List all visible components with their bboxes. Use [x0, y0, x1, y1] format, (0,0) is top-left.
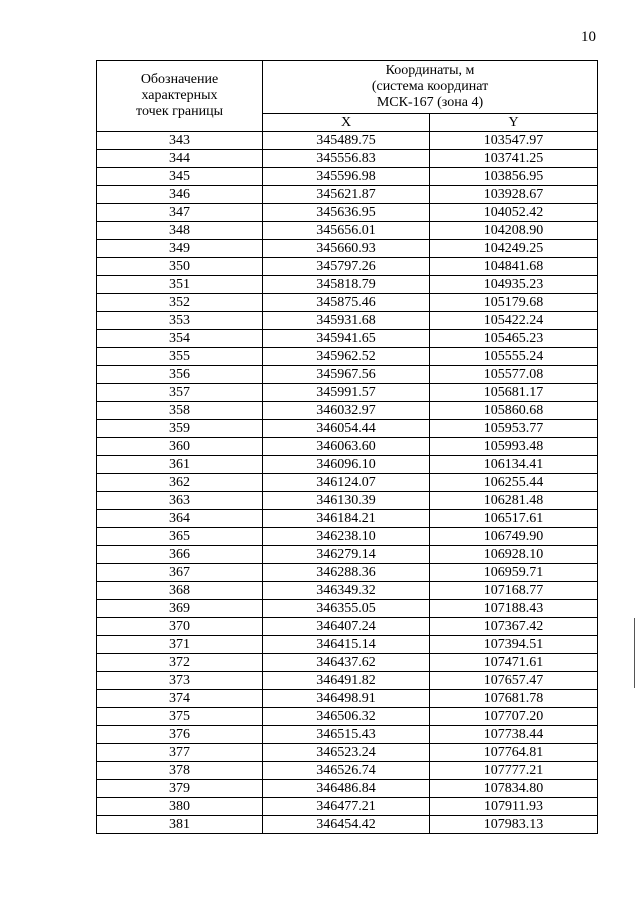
x-coordinate-cell: 345656.01: [263, 222, 430, 240]
table-row: [97, 528, 598, 546]
y-coordinate-cell: 103741.25: [430, 150, 598, 168]
x-coordinate-cell: 345967.56: [263, 366, 430, 384]
y-coordinate-cell: 107367.42: [430, 618, 598, 636]
table-row: [97, 366, 598, 384]
table-row: [97, 564, 598, 582]
point-number-cell: 380: [97, 798, 263, 816]
y-coordinate-cell: 103928.67: [430, 186, 598, 204]
point-number-cell: 347: [97, 204, 263, 222]
table-row: [97, 186, 598, 204]
point-number-cell: 364: [97, 510, 263, 528]
y-coordinate-cell: 107707.20: [430, 708, 598, 726]
y-coordinate-cell: 104052.42: [430, 204, 598, 222]
point-number-cell: 352: [97, 294, 263, 312]
x-coordinate-cell: 346355.05: [263, 600, 430, 618]
y-coordinate-cell: 105681.17: [430, 384, 598, 402]
table-row: [97, 330, 598, 348]
point-number-cell: 374: [97, 690, 263, 708]
x-coordinate-cell: 346184.21: [263, 510, 430, 528]
x-coordinate-cell: 346238.10: [263, 528, 430, 546]
x-coordinate-cell: 346096.10: [263, 456, 430, 474]
x-coordinate-cell: 346454.42: [263, 816, 430, 834]
point-number-cell: 367: [97, 564, 263, 582]
point-number-cell: 354: [97, 330, 263, 348]
point-number-cell: 346: [97, 186, 263, 204]
table-row: [97, 384, 598, 402]
y-column-header: Y: [430, 114, 598, 132]
x-coordinate-cell: 346477.21: [263, 798, 430, 816]
table-row: [97, 438, 598, 456]
x-coordinate-cell: 345941.65: [263, 330, 430, 348]
x-coordinate-cell: 346349.32: [263, 582, 430, 600]
table-row: [97, 654, 598, 672]
point-number-cell: 368: [97, 582, 263, 600]
table-row: [97, 204, 598, 222]
y-coordinate-cell: 107911.93: [430, 798, 598, 816]
point-number-cell: 360: [97, 438, 263, 456]
point-number-cell: 345: [97, 168, 263, 186]
x-coordinate-cell: 346054.44: [263, 420, 430, 438]
x-coordinate-cell: 345636.95: [263, 204, 430, 222]
y-coordinate-cell: 107764.81: [430, 744, 598, 762]
point-number-cell: 376: [97, 726, 263, 744]
y-coordinate-cell: 104249.25: [430, 240, 598, 258]
table-row: [97, 258, 598, 276]
y-coordinate-cell: 105860.68: [430, 402, 598, 420]
y-coordinate-cell: 107657.47: [430, 672, 598, 690]
y-coordinate-cell: 106749.90: [430, 528, 598, 546]
x-coordinate-cell: 345875.46: [263, 294, 430, 312]
point-number-cell: 349: [97, 240, 263, 258]
table-row: [97, 420, 598, 438]
point-number-cell: 361: [97, 456, 263, 474]
x-coordinate-cell: 346523.24: [263, 744, 430, 762]
table-row: [97, 708, 598, 726]
table-row: [97, 816, 598, 834]
x-coordinate-cell: 345489.75: [263, 132, 430, 150]
point-number-cell: 363: [97, 492, 263, 510]
y-coordinate-cell: 107834.80: [430, 780, 598, 798]
x-coordinate-cell: 346124.07: [263, 474, 430, 492]
point-number-cell: 356: [97, 366, 263, 384]
table-row: [97, 672, 598, 690]
table-row: [97, 222, 598, 240]
point-label-header-line: Обозначение: [140, 72, 219, 87]
x-coordinate-cell: 346130.39: [263, 492, 430, 510]
x-coordinate-cell: 345818.79: [263, 276, 430, 294]
y-coordinate-cell: 104935.23: [430, 276, 598, 294]
point-number-cell: 359: [97, 420, 263, 438]
y-coordinate-cell: 105555.24: [430, 348, 598, 366]
y-coordinate-cell: 106134.41: [430, 456, 598, 474]
point-number-cell: 371: [97, 636, 263, 654]
table-row: [97, 510, 598, 528]
table-row: [97, 456, 598, 474]
x-coordinate-cell: 345621.87: [263, 186, 430, 204]
point-number-cell: 357: [97, 384, 263, 402]
coordinates-header-line: (система координат: [371, 79, 489, 94]
x-coordinate-cell: 346407.24: [263, 618, 430, 636]
x-coordinate-cell: 345991.57: [263, 384, 430, 402]
point-number-cell: 378: [97, 762, 263, 780]
table-row: [97, 312, 598, 330]
table-row: [97, 726, 598, 744]
x-coordinate-cell: 346498.91: [263, 690, 430, 708]
table-row: [97, 348, 598, 366]
coordinates-header-line: МСК-167 (зона 4): [376, 95, 484, 110]
table-row: [97, 780, 598, 798]
x-coordinate-cell: 346415.14: [263, 636, 430, 654]
table-row: [97, 546, 598, 564]
x-coordinate-cell: 345797.26: [263, 258, 430, 276]
y-coordinate-cell: 106255.44: [430, 474, 598, 492]
x-coordinate-cell: 345931.68: [263, 312, 430, 330]
y-coordinate-cell: 107777.21: [430, 762, 598, 780]
point-number-cell: 379: [97, 780, 263, 798]
x-coordinate-cell: 346288.36: [263, 564, 430, 582]
point-number-cell: 351: [97, 276, 263, 294]
edge-mark: [634, 618, 635, 688]
x-coordinate-cell: 346515.43: [263, 726, 430, 744]
point-number-cell: 375: [97, 708, 263, 726]
table-row: [97, 744, 598, 762]
point-number-cell: 381: [97, 816, 263, 834]
table-row: [97, 276, 598, 294]
coordinates-group-header: [263, 61, 598, 114]
coordinates-rows: [97, 132, 598, 834]
point-number-cell: 365: [97, 528, 263, 546]
table-row: [97, 618, 598, 636]
table-row: [97, 150, 598, 168]
y-coordinate-cell: 106959.71: [430, 564, 598, 582]
y-coordinate-cell: 105993.48: [430, 438, 598, 456]
y-coordinate-cell: 103856.95: [430, 168, 598, 186]
x-column-header: X: [263, 114, 430, 132]
x-coordinate-cell: 346526.74: [263, 762, 430, 780]
point-label-header-line: точек границы: [136, 104, 223, 119]
y-coordinate-cell: 107188.43: [430, 600, 598, 618]
y-coordinate-cell: 105577.08: [430, 366, 598, 384]
x-coordinate-cell: 345660.93: [263, 240, 430, 258]
y-coordinate-cell: 107394.51: [430, 636, 598, 654]
y-coordinate-cell: 107471.61: [430, 654, 598, 672]
point-number-cell: 369: [97, 600, 263, 618]
table-row: [97, 474, 598, 492]
x-coordinate-cell: 346437.62: [263, 654, 430, 672]
y-coordinate-cell: 105953.77: [430, 420, 598, 438]
y-coordinate-cell: 105465.23: [430, 330, 598, 348]
point-label-header-line: характерных: [141, 88, 218, 103]
x-coordinate-cell: 345556.83: [263, 150, 430, 168]
point-number-cell: 350: [97, 258, 263, 276]
y-coordinate-cell: 106517.61: [430, 510, 598, 528]
table-row: [97, 492, 598, 510]
y-coordinate-cell: 104841.68: [430, 258, 598, 276]
x-coordinate-cell: 346279.14: [263, 546, 430, 564]
coordinates-header-line: Координаты, м: [385, 63, 475, 78]
y-coordinate-cell: 107681.78: [430, 690, 598, 708]
y-coordinate-cell: 104208.90: [430, 222, 598, 240]
point-number-cell: 370: [97, 618, 263, 636]
x-coordinate-cell: 346063.60: [263, 438, 430, 456]
y-coordinate-cell: 106281.48: [430, 492, 598, 510]
point-number-cell: 362: [97, 474, 263, 492]
y-coordinate-cell: 107168.77: [430, 582, 598, 600]
x-coordinate-cell: 346032.97: [263, 402, 430, 420]
y-coordinate-cell: 107738.44: [430, 726, 598, 744]
x-coordinate-cell: 346491.82: [263, 672, 430, 690]
y-coordinate-cell: 103547.97: [430, 132, 598, 150]
point-number-cell: 358: [97, 402, 263, 420]
y-coordinate-cell: 107983.13: [430, 816, 598, 834]
point-number-cell: 372: [97, 654, 263, 672]
x-coordinate-cell: 345962.52: [263, 348, 430, 366]
table-row: [97, 402, 598, 420]
point-number-cell: 344: [97, 150, 263, 168]
point-number-cell: 353: [97, 312, 263, 330]
x-coordinate-cell: 346486.84: [263, 780, 430, 798]
table-row: [97, 132, 598, 150]
table-row: [97, 636, 598, 654]
table-row: [97, 294, 598, 312]
table-row: [97, 168, 598, 186]
point-number-cell: 348: [97, 222, 263, 240]
table-row: [97, 762, 598, 780]
y-coordinate-cell: 106928.10: [430, 546, 598, 564]
y-coordinate-cell: 105422.24: [430, 312, 598, 330]
table-row: [97, 600, 598, 618]
point-number-cell: 366: [97, 546, 263, 564]
table-row: [97, 798, 598, 816]
table-row: [97, 240, 598, 258]
coordinates-table: [96, 60, 598, 834]
page-number: 10: [581, 29, 596, 45]
table-row: [97, 582, 598, 600]
point-label-header: [97, 61, 263, 132]
table-row: [97, 690, 598, 708]
y-coordinate-cell: 105179.68: [430, 294, 598, 312]
point-number-cell: 377: [97, 744, 263, 762]
x-coordinate-cell: 346506.32: [263, 708, 430, 726]
point-number-cell: 355: [97, 348, 263, 366]
x-coordinate-cell: 345596.98: [263, 168, 430, 186]
point-number-cell: 373: [97, 672, 263, 690]
point-number-cell: 343: [97, 132, 263, 150]
